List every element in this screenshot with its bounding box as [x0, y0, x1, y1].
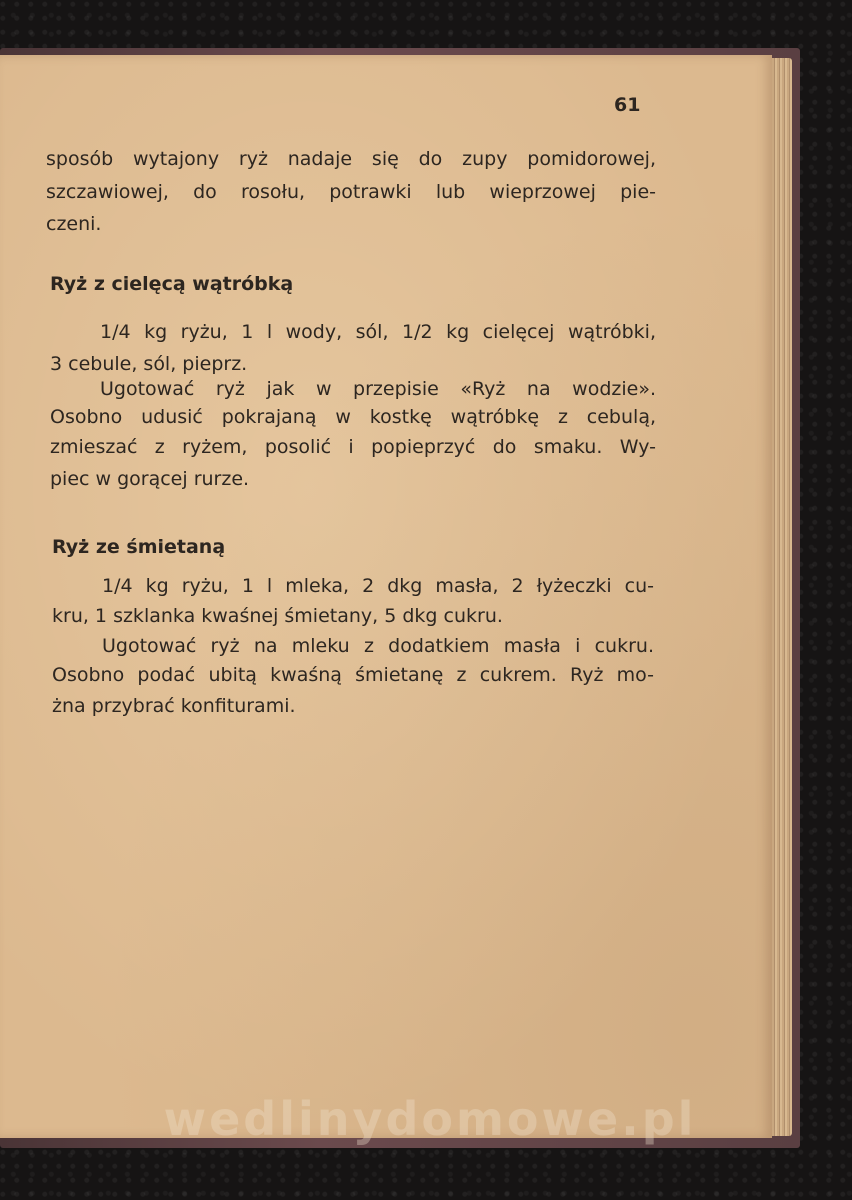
ingredients-line: kru, 1 szklanka kwaśnej śmietany, 5 dkg cukru. — [52, 605, 503, 627]
method-line: piec w gorącej rurze. — [50, 468, 250, 490]
ingredients-line: 1/4 kg ryżu, 1 l mleka, 2 dkg masła, 2 łyżeczki cu- — [102, 575, 654, 597]
page-number: 61 — [614, 94, 641, 116]
method-line: Ugotować ryż jak w przepisie «Ryż na wodzie». — [100, 378, 656, 400]
recipe-title: Ryż z cielęcą wątróbką — [50, 273, 294, 295]
intro-line: czeni. — [46, 213, 102, 235]
method-line: Ugotować ryż na mleku z dodatkiem masła i cukru. — [102, 635, 654, 657]
ingredients-line: 3 cebule, sól, pieprz. — [50, 353, 248, 375]
intro-line: sposób wytajony ryż nadaje się do zupy pomidorowej, — [46, 148, 656, 170]
method-line: zmieszać z ryżem, posolić i popieprzyć do smaku. Wy- — [50, 436, 656, 458]
method-line: Osobno udusić pokrajaną w kostkę wątróbkę z cebulą, — [50, 406, 656, 428]
intro-line: szczawiowej, do rosołu, potrawki lub wieprzowej pie- — [46, 181, 656, 203]
watermark: wedlinydomowe.pl — [163, 1092, 697, 1146]
ingredients-line: 1/4 kg ryżu, 1 l wody, sól, 1/2 kg cielęcej wątróbki, — [100, 321, 656, 343]
method-line: żna przybrać konfiturami. — [52, 695, 296, 717]
method-line: Osobno podać ubitą kwaśną śmietanę z cukrem. Ryż mo- — [52, 664, 654, 686]
recipe-title: Ryż ze śmietaną — [52, 536, 226, 558]
